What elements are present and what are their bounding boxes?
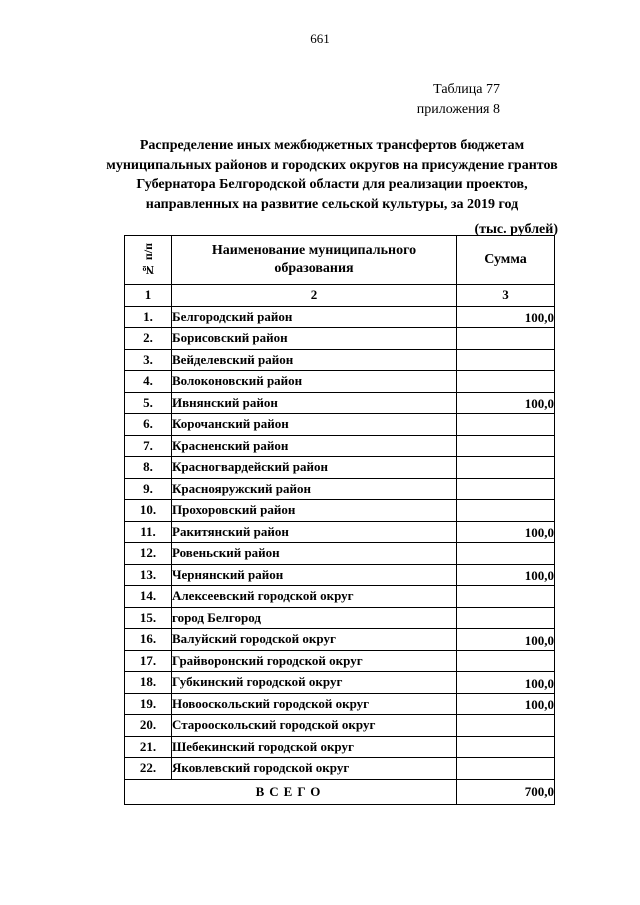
row-sum xyxy=(457,543,555,565)
total-label: ВСЕГО xyxy=(125,779,457,804)
row-number: 12. xyxy=(125,543,172,565)
total-row xyxy=(125,779,555,804)
table-row xyxy=(125,371,555,393)
title-line1: Распределение иных межбюджетных трансфертов бюджетам xyxy=(139,138,525,153)
row-name: Шебекинский городской округ xyxy=(172,736,457,758)
row-name: город Белгород xyxy=(172,607,457,629)
table-row xyxy=(125,414,555,436)
table-row xyxy=(125,715,555,737)
table-row xyxy=(125,586,555,608)
table-reference-line1: Таблица 77 xyxy=(433,82,500,97)
row-number: 15. xyxy=(125,607,172,629)
column-index: 3 xyxy=(457,285,555,307)
row-number: 6. xyxy=(125,414,172,436)
table-reference-line2: приложения 8 xyxy=(416,102,500,117)
row-number: 9. xyxy=(125,478,172,500)
row-name: Красногвардейский район xyxy=(172,457,457,479)
row-sum: 100,0 xyxy=(457,392,555,414)
row-name: Грайворонский городской округ xyxy=(172,650,457,672)
row-sum: 100,0 xyxy=(457,693,555,715)
row-number: 1. xyxy=(125,306,172,328)
row-name: Валуйский городской округ xyxy=(172,629,457,651)
row-sum: 100,0 xyxy=(457,521,555,543)
row-number: 7. xyxy=(125,435,172,457)
column-index: 2 xyxy=(172,285,457,307)
column-index-row xyxy=(125,285,555,307)
total-sum: 700,0 xyxy=(457,779,555,804)
table-row xyxy=(125,543,555,565)
row-number: 2. xyxy=(125,328,172,350)
row-sum: 100,0 xyxy=(457,672,555,694)
row-name: Борисовский район xyxy=(172,328,457,350)
row-name: Корочанский район xyxy=(172,414,457,436)
row-number: 3. xyxy=(125,349,172,371)
row-number: 16. xyxy=(125,629,172,651)
transfers-table xyxy=(124,235,555,805)
table-row xyxy=(125,650,555,672)
title-line3: Губернатора Белгородской области для реализации проектов, xyxy=(136,177,528,192)
row-number: 4. xyxy=(125,371,172,393)
row-sum xyxy=(457,328,555,350)
table-row xyxy=(125,564,555,586)
row-name: Чернянский район xyxy=(172,564,457,586)
row-name: Краснояружский район xyxy=(172,478,457,500)
row-number: 11. xyxy=(125,521,172,543)
table-row xyxy=(125,607,555,629)
row-name: Губкинский городской округ xyxy=(172,672,457,694)
row-number: 19. xyxy=(125,693,172,715)
row-number: 5. xyxy=(125,392,172,414)
row-name: Ракитянский район xyxy=(172,521,457,543)
row-name: Ивнянский район xyxy=(172,392,457,414)
header-name-line1: Наименование муниципального xyxy=(211,243,417,258)
units-label: (тыс. рублей) xyxy=(474,222,558,237)
document-title xyxy=(92,136,572,214)
header-name-line2: образования xyxy=(274,261,354,276)
row-sum xyxy=(457,650,555,672)
row-sum: 100,0 xyxy=(457,306,555,328)
row-name: Красненский район xyxy=(172,435,457,457)
row-number: 8. xyxy=(125,457,172,479)
row-sum xyxy=(457,478,555,500)
row-name: Прохоровский район xyxy=(172,500,457,522)
table-row xyxy=(125,478,555,500)
row-number: 17. xyxy=(125,650,172,672)
table-row xyxy=(125,758,555,780)
title-line4: направленных на развитие сельской культуры, за 2019 год xyxy=(145,196,519,212)
row-sum xyxy=(457,500,555,522)
table-row xyxy=(125,328,555,350)
row-number: 22. xyxy=(125,758,172,780)
header-number-label: № п/п xyxy=(141,242,155,278)
table-row xyxy=(125,349,555,371)
table-header-row xyxy=(125,236,555,285)
row-number: 18. xyxy=(125,672,172,694)
row-sum xyxy=(457,414,555,436)
table-row xyxy=(125,736,555,758)
table-row xyxy=(125,629,555,651)
header-name xyxy=(172,236,457,285)
table-row xyxy=(125,693,555,715)
title-line2: муниципальных районов и городских округов на присуждение грантов xyxy=(106,157,558,173)
row-sum: 100,0 xyxy=(457,564,555,586)
column-index: 1 xyxy=(125,285,172,307)
row-name: Яковлевский городской округ xyxy=(172,758,457,780)
row-number: 20. xyxy=(125,715,172,737)
row-sum xyxy=(457,586,555,608)
row-name: Новооскольский городской округ xyxy=(172,693,457,715)
row-sum xyxy=(457,607,555,629)
row-number: 10. xyxy=(125,500,172,522)
table-row xyxy=(125,500,555,522)
row-sum xyxy=(457,457,555,479)
row-name: Старооскольский городской округ xyxy=(172,715,457,737)
row-name: Белгородский район xyxy=(172,306,457,328)
row-name: Вейделевский район xyxy=(172,349,457,371)
row-name: Алексеевский городской округ xyxy=(172,586,457,608)
row-sum xyxy=(457,435,555,457)
header-number xyxy=(125,236,172,285)
row-sum xyxy=(457,736,555,758)
page-number: 661 xyxy=(310,31,330,46)
row-number: 13. xyxy=(125,564,172,586)
table-row xyxy=(125,435,555,457)
row-sum xyxy=(457,349,555,371)
row-name: Ровеньский район xyxy=(172,543,457,565)
row-sum xyxy=(457,758,555,780)
table-row xyxy=(125,392,555,414)
table-row xyxy=(125,457,555,479)
table-row xyxy=(125,672,555,694)
table-row xyxy=(125,521,555,543)
row-sum xyxy=(457,371,555,393)
table-row xyxy=(125,306,555,328)
row-name: Волоконовский район xyxy=(172,371,457,393)
row-sum: 100,0 xyxy=(457,629,555,651)
row-sum xyxy=(457,715,555,737)
row-number: 21. xyxy=(125,736,172,758)
row-number: 14. xyxy=(125,586,172,608)
header-sum: Сумма xyxy=(457,236,555,285)
table-body xyxy=(125,306,555,779)
table-reference xyxy=(380,80,500,120)
